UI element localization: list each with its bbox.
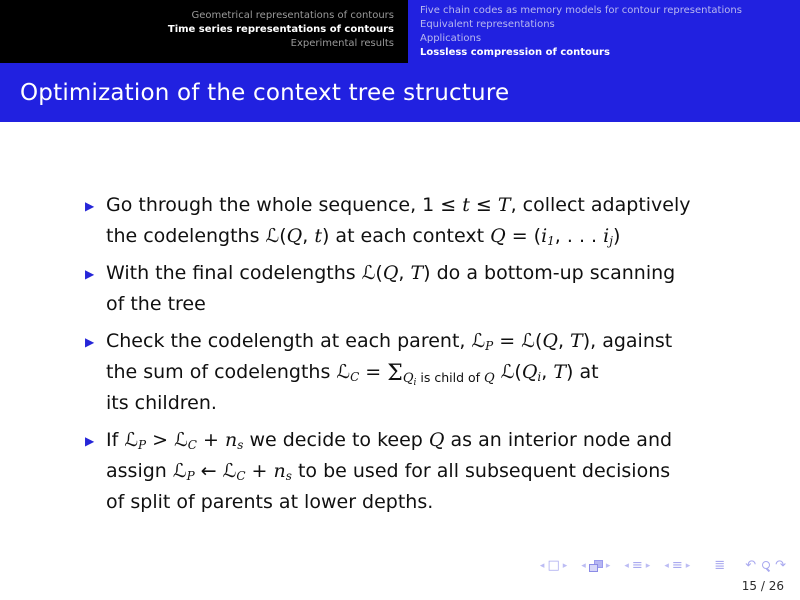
bullet-text: [106, 190, 775, 252]
nav-section-icon[interactable]: ≡: [671, 558, 683, 573]
list-item: [85, 258, 775, 320]
bullet-segment: ,: [557, 330, 571, 352]
bullet-segment: ℒ: [265, 225, 280, 247]
bullet-segment: ℒ: [521, 330, 535, 352]
bullet-triangle-icon: ▶: [85, 335, 95, 349]
list-item: [85, 425, 775, 518]
bullet-segment: Q: [490, 225, 506, 247]
bullet-segment: If: [106, 429, 125, 451]
bullet-segment: ℒ: [124, 429, 139, 451]
bullet-segment: , collect adaptively: [510, 194, 691, 216]
bullet-segment: ,: [302, 225, 315, 247]
bullet-segment: 1: [547, 234, 555, 248]
bullet-segment: P: [186, 469, 195, 483]
bullet-segment: Q: [428, 429, 445, 451]
list-item: [85, 326, 775, 419]
bullet-segment: i: [541, 225, 548, 247]
bullet-segment: s: [237, 438, 244, 452]
bullet-segment: the codelengths: [106, 225, 266, 247]
bullet-segment: to be used for all subsequent decisions: [291, 460, 671, 482]
bullet-segment: as an interior node and: [444, 429, 673, 451]
bullet-segment: C: [350, 370, 360, 384]
bullet-segment: ) at each context: [321, 225, 491, 247]
bullet-segment: Q: [286, 225, 303, 247]
bullet-segment: >: [146, 429, 175, 451]
bullet-segment: P: [485, 339, 494, 353]
bullet-segment: ℒ: [361, 262, 376, 284]
bullet-segment: (: [514, 361, 522, 383]
bullet-segment: ℒ: [222, 460, 237, 482]
bullet-segment: Q: [382, 262, 399, 284]
header-subsection-applications[interactable]: Applications: [420, 33, 482, 44]
bullet-segment: T: [497, 194, 511, 216]
header-subsection-nav: [408, 0, 800, 63]
bullet-segment: ) at: [566, 361, 599, 383]
bullet-text: [106, 425, 775, 518]
nav-forward-icon[interactable]: ↷: [775, 558, 786, 573]
bullet-segment: = (: [505, 225, 542, 247]
bullet-triangle-icon: ▶: [85, 267, 95, 281]
bullet-segment: t: [462, 194, 470, 216]
bullet-segment: P: [138, 438, 147, 452]
bullet-segment: Q: [484, 371, 495, 386]
bullet-segment: =: [493, 330, 522, 352]
bullet-segment: (: [279, 225, 287, 247]
nav-appendix-icon[interactable]: ≣: [714, 558, 726, 573]
nav-prev-section-icon[interactable]: ◂: [664, 561, 669, 571]
bullet-segment: T: [553, 361, 567, 383]
bullet-segment: Go through the whole sequence, 1 ≤: [106, 194, 463, 216]
list-item: [85, 190, 775, 252]
bullet-segment: ℒ: [336, 361, 351, 383]
headline: [0, 0, 800, 63]
nav-prev-slide-icon[interactable]: ◂: [539, 561, 545, 571]
nav-next-frame-icon[interactable]: ▸: [605, 561, 611, 571]
page-number: 15 / 26: [741, 579, 784, 593]
bullet-segment: ≤: [469, 194, 498, 216]
bullet-segment: +: [196, 429, 225, 451]
bullet-segment: ), against: [582, 330, 673, 352]
nav-slide-icon[interactable]: □: [547, 558, 560, 573]
bullet-segment: T: [570, 330, 583, 352]
bullet-segment: s: [285, 469, 292, 483]
nav-prev-subsection-icon[interactable]: ◂: [624, 561, 629, 571]
bullet-segment: Q: [521, 361, 538, 383]
nav-back-icon[interactable]: ↶: [745, 558, 757, 573]
bullet-segment: ℒ: [174, 429, 188, 451]
bullet-segment: With the final codelengths: [106, 262, 362, 284]
nav-next-slide-icon[interactable]: ▸: [562, 561, 568, 571]
bullet-segment: Q: [402, 371, 414, 386]
bullet-segment: i: [537, 370, 542, 384]
bullet-segment: assign: [106, 460, 173, 482]
frame-title-bar: [0, 63, 800, 122]
bullet-segment: C: [187, 438, 197, 452]
bullet-text: [106, 326, 775, 419]
bullet-segment: ←: [194, 460, 223, 482]
bullet-segment: n: [224, 429, 238, 451]
bullet-segment: T: [410, 262, 424, 284]
bullet-segment: ℒ: [172, 460, 187, 482]
bullet-list: [85, 190, 775, 524]
header-subsection-equivalent[interactable]: Equivalent representations: [420, 19, 555, 30]
bullet-segment: (: [375, 262, 383, 284]
bullet-segment: ,: [398, 262, 411, 284]
header-section-experimental[interactable]: Experimental results: [290, 38, 394, 49]
bullet-segment: ,: [541, 361, 554, 383]
bullet-segment: i: [603, 225, 610, 247]
nav-next-section-icon[interactable]: ▸: [685, 561, 691, 571]
bullet-triangle-icon: ▶: [85, 434, 95, 448]
bullet-segment: C: [236, 469, 246, 483]
bullet-segment: j: [609, 234, 613, 248]
header-subsection-lossless-compression[interactable]: Lossless compression of contours: [420, 47, 610, 58]
bullet-text: [106, 258, 775, 320]
bullet-segment: its children.: [106, 392, 217, 414]
bullet-segment: of the tree: [106, 293, 206, 315]
bullet-segment: t: [314, 225, 322, 247]
bullet-segment: of split of parents at lower depths.: [106, 491, 434, 513]
nav-search-icon[interactable]: [760, 560, 771, 573]
bullet-segment: ): [612, 225, 621, 247]
bullet-segment: ℒ: [500, 361, 515, 383]
bullet-segment: ℒ: [471, 330, 486, 352]
nav-next-subsection-icon[interactable]: ▸: [645, 561, 651, 571]
bullet-segment: Q: [542, 330, 558, 352]
header-section-nav: [0, 0, 408, 63]
bullet-segment: (: [534, 330, 543, 352]
bullet-segment: Σ: [387, 361, 403, 386]
header-section-time-series[interactable]: Time series representations of contours: [167, 24, 394, 35]
nav-subsection-icon[interactable]: ≡: [631, 558, 643, 573]
bullet-segment: +: [245, 460, 274, 482]
bullet-triangle-icon: ▶: [85, 199, 95, 213]
nav-prev-frame-icon[interactable]: ◂: [581, 561, 586, 571]
bullet-segment: ) do a bottom-up scanning: [423, 262, 676, 284]
header-section-geometrical[interactable]: Geometrical representations of contours: [191, 10, 394, 21]
header-subsection-five-chain-codes[interactable]: Five chain codes as memory models for contour representations: [420, 5, 742, 16]
bullet-segment: i: [413, 378, 417, 388]
bullet-segment: n: [273, 460, 286, 482]
page-title: Optimization of the context tree structure: [20, 79, 510, 106]
navigation-symbols: [540, 558, 786, 574]
bullet-segment: we decide to keep: [243, 429, 429, 451]
bullet-segment: , . . .: [554, 225, 604, 247]
bullet-segment: the sum of codelengths: [106, 361, 337, 383]
nav-frame-icon[interactable]: [589, 560, 603, 572]
bullet-segment: Check the codelength at each parent,: [106, 330, 472, 352]
bullet-segment: is child of: [416, 370, 484, 385]
bullet-segment: =: [359, 361, 388, 383]
